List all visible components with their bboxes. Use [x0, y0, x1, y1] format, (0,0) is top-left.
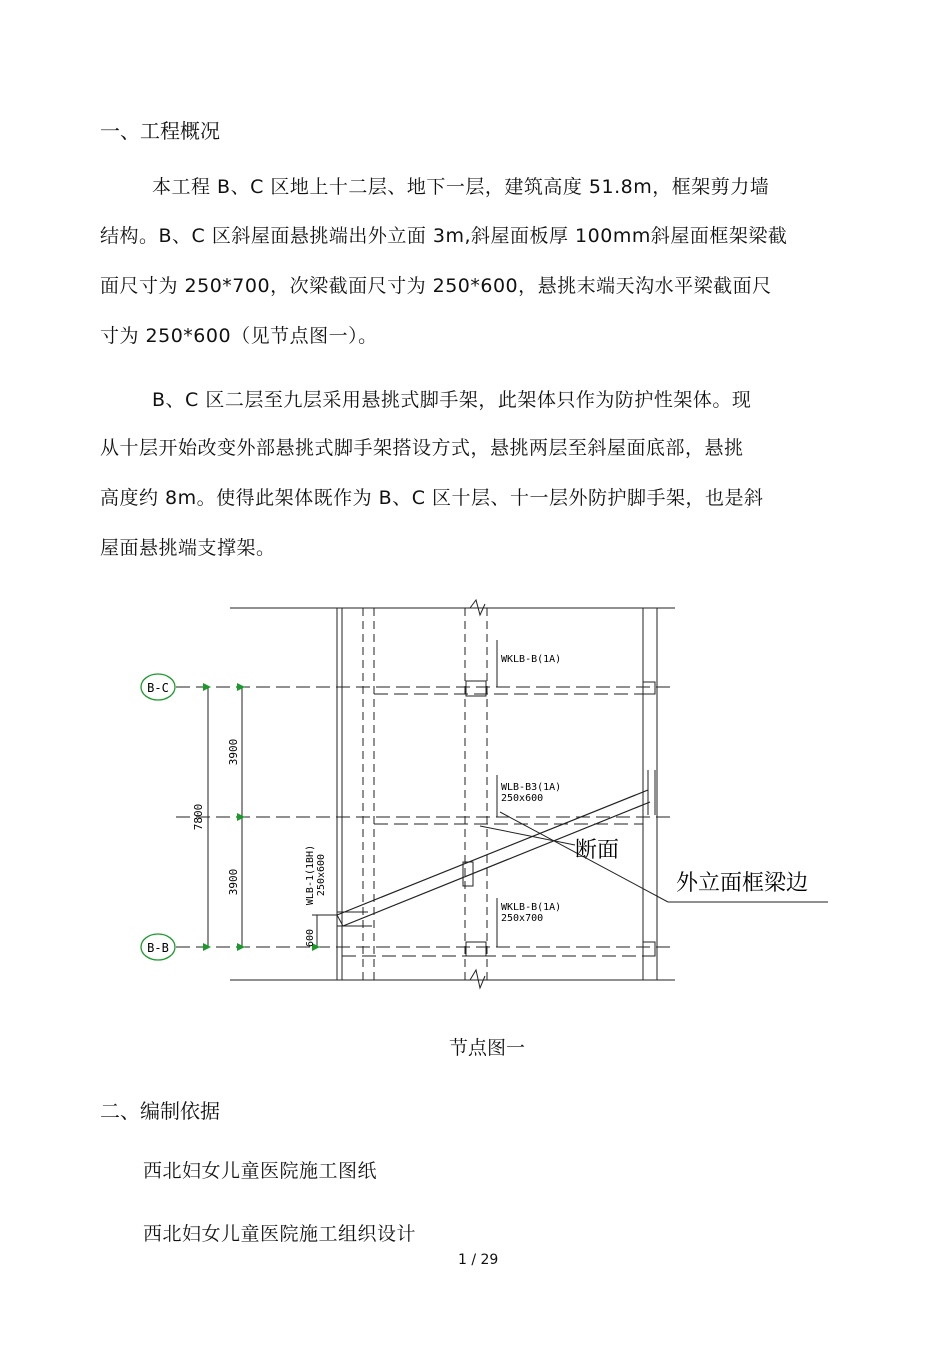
beam-label-left: WLB-1(1BH)	[305, 844, 316, 906]
dimension-lower-label: 3900	[227, 868, 240, 896]
break-mark	[470, 970, 485, 988]
paragraph-2-line: 高度约 8m。使得此架体既作为 B、C 区十层、十一层外防护脚手架，也是斜	[100, 487, 764, 509]
arrow-marker	[237, 683, 245, 691]
beam-section-box	[643, 682, 655, 694]
reference-item: 西北妇女儿童医院施工图纸	[143, 1160, 378, 1182]
paragraph-2-line: 从十层开始改变外部悬挑式脚手架搭设方式，悬挑两层至斜屋面底部，悬挑	[100, 437, 744, 459]
page-number: 1 / 29	[458, 1252, 499, 1268]
paragraph-2-line: 屋面悬挑端支撑架。	[100, 537, 276, 559]
beam-label-top: WKLB-B(1A)	[501, 654, 562, 665]
section-1-heading: 一、工程概况	[100, 119, 220, 143]
figure-caption: 节点图一	[449, 1037, 526, 1059]
facade-label: 外立面框梁边	[676, 871, 809, 896]
beam-size-mid: 250x600	[501, 793, 544, 804]
section-2-heading: 二、编制依据	[100, 1099, 220, 1123]
beam-size-bottom: 250x700	[501, 913, 544, 924]
reference-item: 西北妇女儿童医院施工组织设计	[143, 1223, 417, 1245]
node-drawing-figure	[0, 590, 950, 1000]
paragraph-2-line: B、C 区二层至九层采用悬挑式脚手架，此架体只作为防护性架体。现	[152, 389, 752, 411]
arrow-marker	[203, 943, 211, 951]
arrow-marker	[203, 683, 211, 691]
arrow-marker	[237, 943, 245, 951]
beam-section-box	[643, 942, 655, 956]
paragraph-1-line: 本工程 B、C 区地上十二层、地下一层，建筑高度 51.8m，框架剪力墙	[152, 176, 770, 198]
dimension-total-label: 7800	[192, 803, 205, 831]
section-label: 断面	[575, 838, 620, 863]
leader-line-section	[480, 826, 575, 845]
paragraph-1-line: 结构。B、C 区斜屋面悬挑端出外立面 3m,斜屋面板厚 100mm斜屋面框架梁截	[100, 225, 788, 247]
axis-label-bc: B-C	[147, 681, 169, 695]
beam-size-left: 250x600	[316, 853, 327, 897]
paragraph-1-line: 寸为 250*600（见节点图一）。	[100, 325, 378, 347]
dimension-600-label: 600	[305, 928, 316, 948]
beam-section-box	[466, 942, 486, 956]
beam-label-mid: WLB-B3(1A)	[501, 782, 562, 793]
paragraph-1-line: 面尺寸为 250*700，次梁截面尺寸为 250*600，悬挑末端天沟水平梁截面尺	[100, 275, 772, 297]
dimension-upper-label: 3900	[227, 738, 240, 766]
arrow-marker	[237, 813, 245, 821]
axis-label-bb: B-B	[147, 941, 169, 955]
beam-label-bottom: WKLB-B(1A)	[501, 902, 562, 913]
